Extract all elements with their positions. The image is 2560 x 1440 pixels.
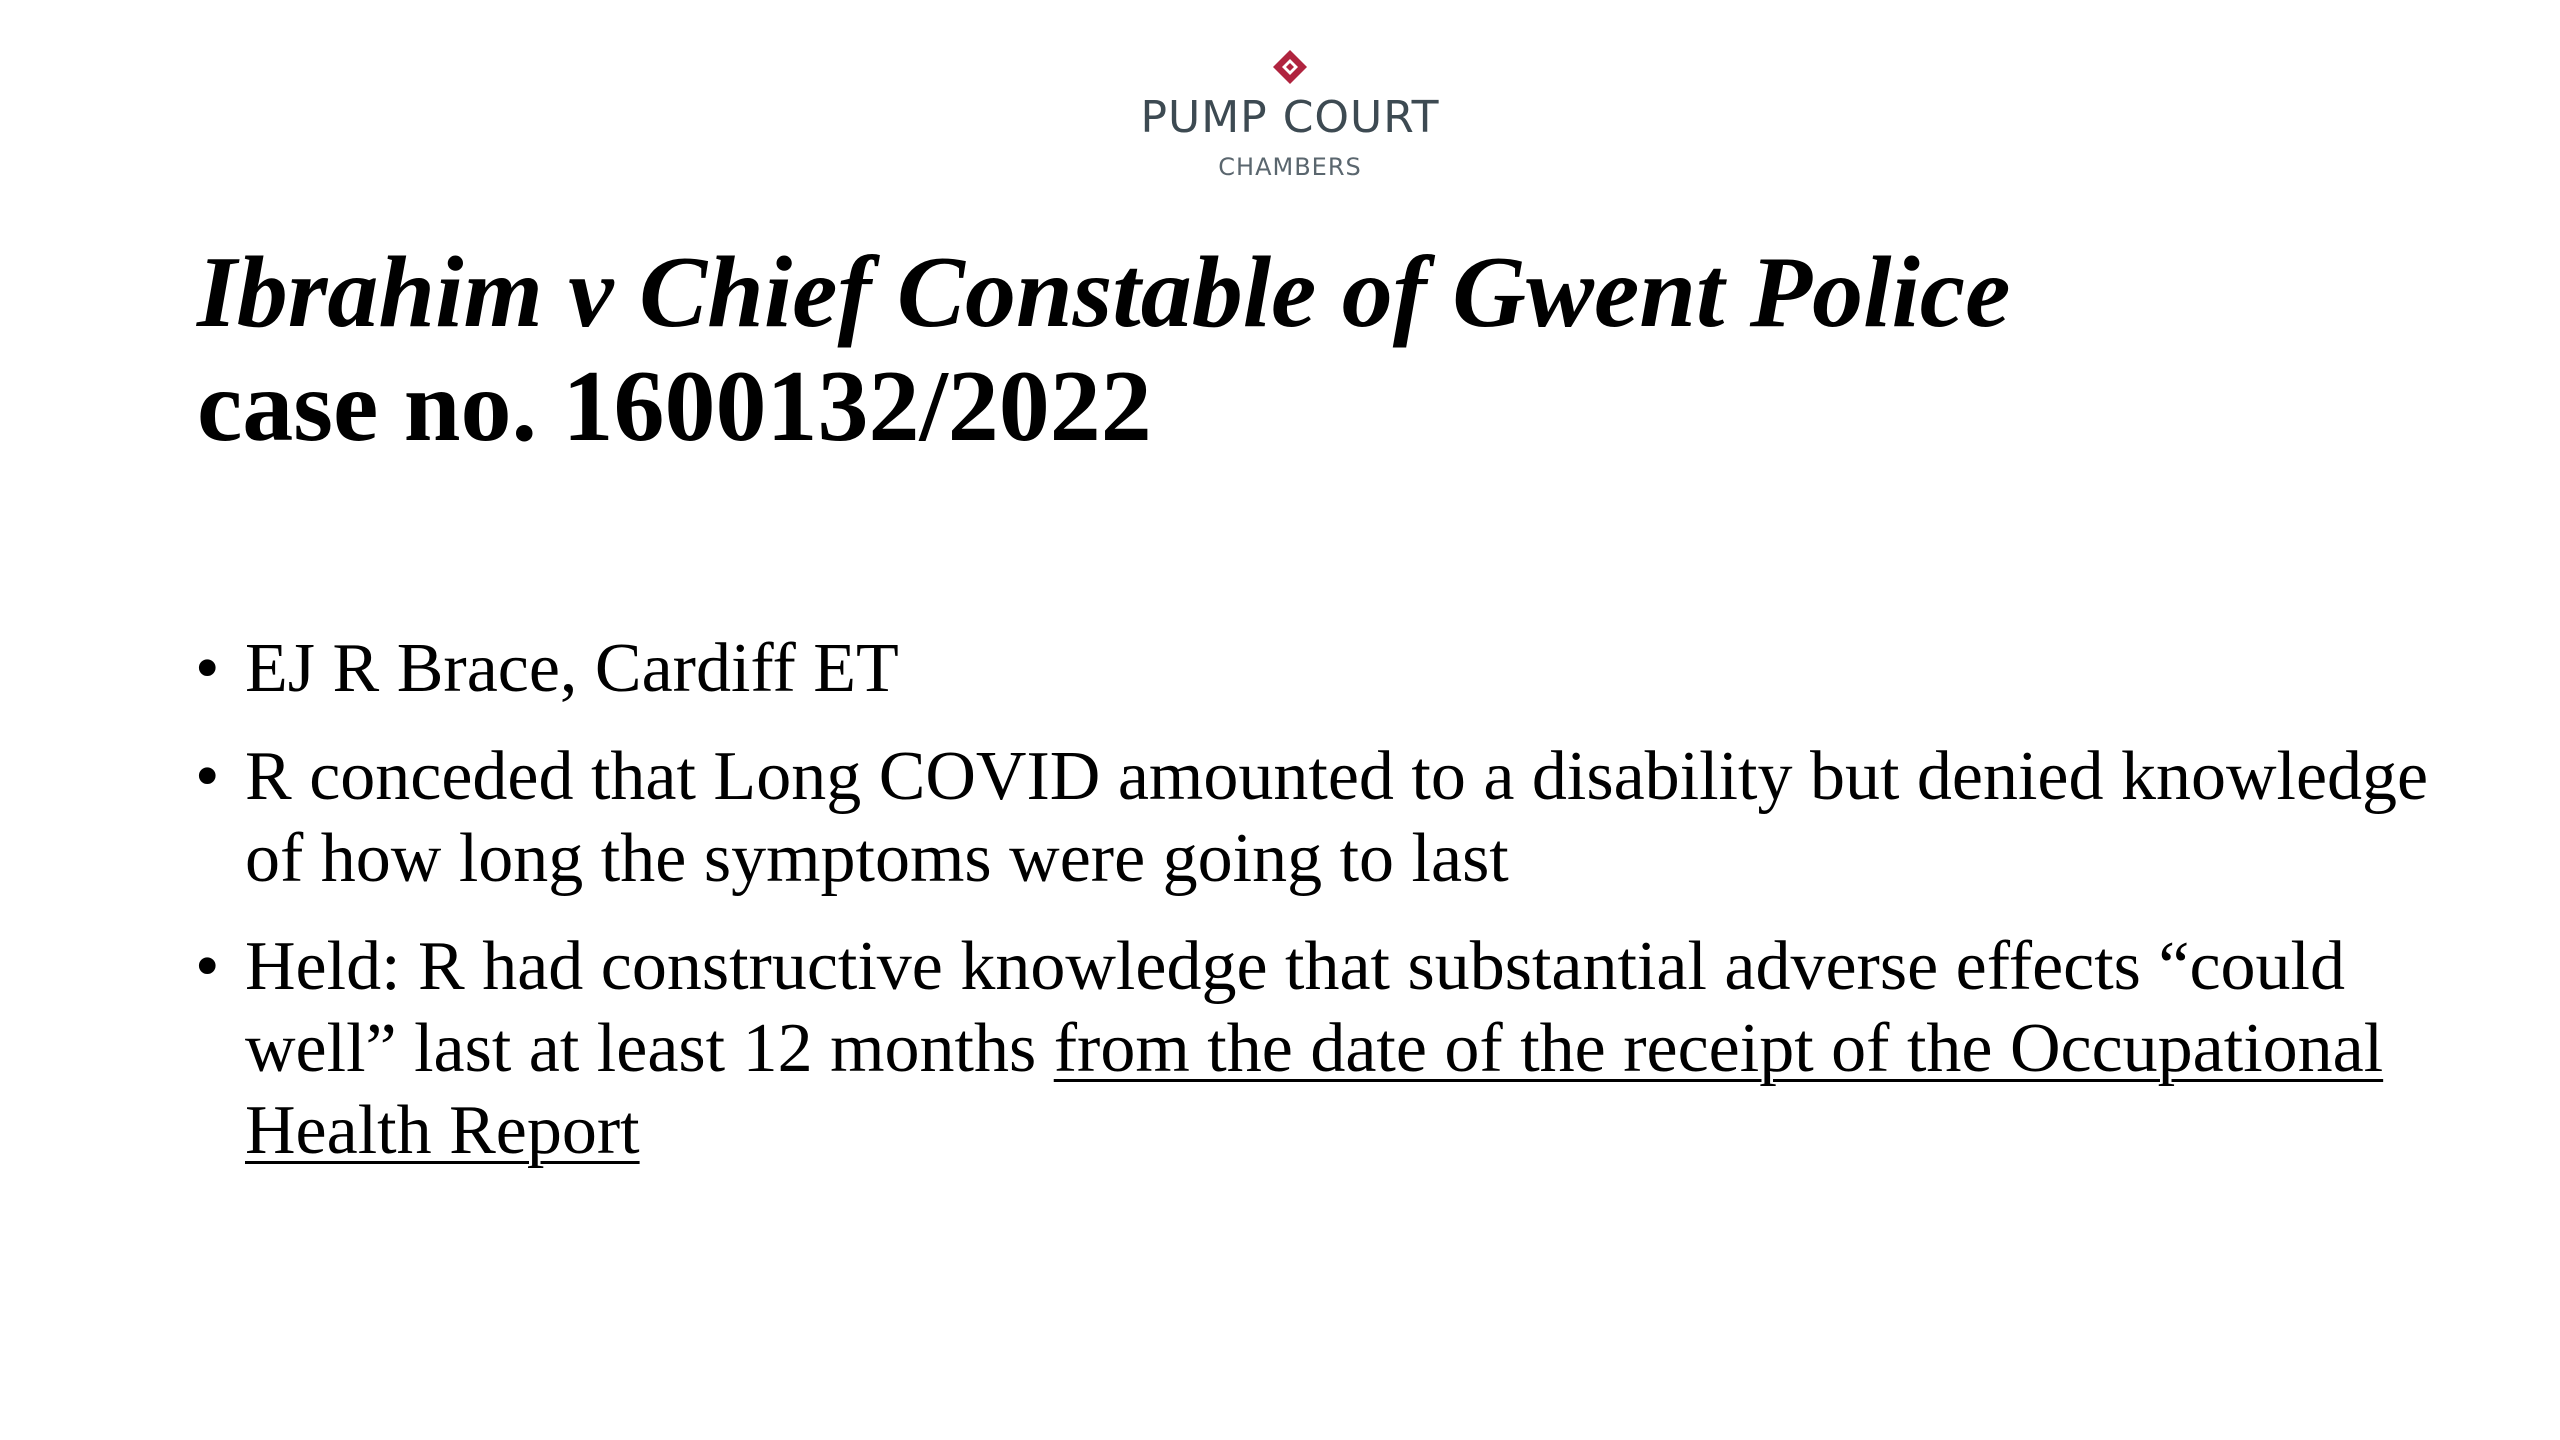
case-number-title: case no. 1600132/2022 [197,350,1152,463]
bullet-text: R conceded that Long COVID amounted to a disability but denied knowledge of how long the symptoms were going to last [245,738,2429,897]
bullet-item [195,736,2435,900]
bullet-marker: • [195,928,220,1005]
bullet-text: EJ R Brace, Cardiff ET [245,630,899,707]
bullet-item [195,926,2435,1172]
bullet-marker: • [195,738,220,815]
case-name-title: Ibrahim v Chief Constable of Gwent Police [197,236,2011,349]
slide-title [197,236,2447,464]
bullet-item [195,628,2435,710]
underlined-emphasis-text: from the date of the receipt of the Occupational Health Report [245,1010,2384,1169]
logo-text-chambers: CHAMBERS [1218,153,1362,181]
bullet-text: Held: R had constructive knowledge that substantial adverse effects “could well” last at least 12 months [245,928,2345,1087]
diamond-logo-icon [1271,48,1309,86]
logo-text-pump-court: PUMP COURT [1140,92,1440,143]
bullet-marker: • [195,630,220,707]
pump-court-chambers-logo [1110,44,1470,194]
bullet-list [195,628,2435,1198]
